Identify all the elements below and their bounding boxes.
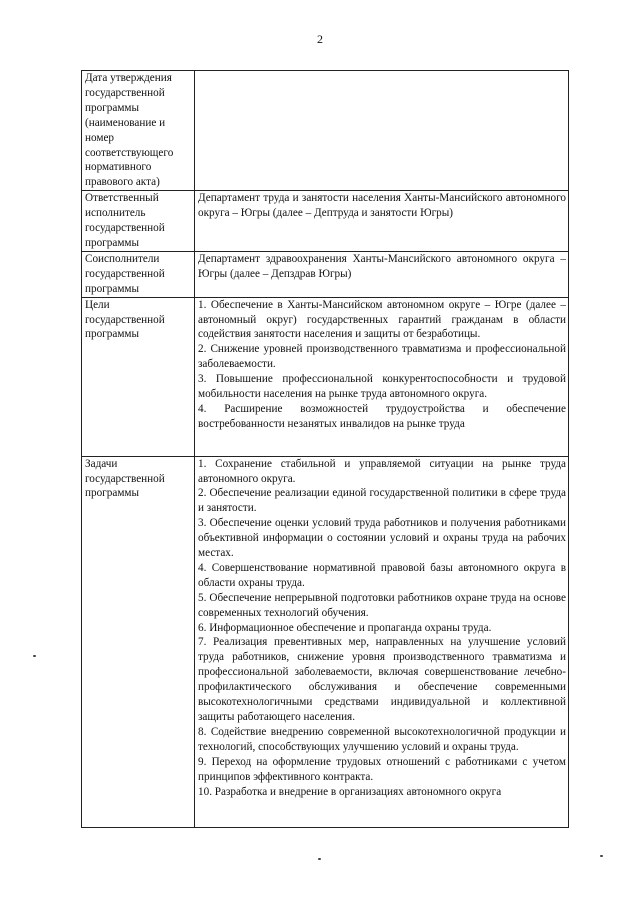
task-item: 8. Содействие внедрению современной высокотехнологичной продукции и технологий, способствующих улучшению условий и охраны труда. <box>198 725 566 753</box>
row-content <box>195 191 569 252</box>
row-content-empty <box>195 71 569 191</box>
task-item: 6. Информационное обеспечение и пропаганда охраны труда. <box>198 621 492 634</box>
program-passport-table <box>81 70 569 828</box>
row-label: Дата утверждения государственной программы (наименование и номер соответствующего нормативного правового акта) <box>82 71 195 191</box>
task-item: 7. Реализация превентивных мер, направленных на улучшение условий труда работников, снижение уровня производственного травматизма и профессиональной заболеваемости, включая совершенствование лечебно-профилактического обслуживания и обеспечение современными высокотехнологичными средствами индивидуальной и коллективной защиты работающего населения. <box>198 636 566 723</box>
row-label: Цели государственной программы <box>82 297 195 456</box>
task-item: 2. Обеспечение реализации единой государственной политики в сфере труда и занятости. <box>198 487 566 515</box>
page-number: 2 <box>317 32 323 46</box>
table-row-approval-date <box>82 71 569 191</box>
goal-item: 2. Снижение уровней производственного травматизма и профессиональной заболеваемости. <box>198 343 566 371</box>
goal-item: 4. Расширение возможностей трудоустройства и обеспечение востребованности незанятых инвалидов на рынке труда <box>198 402 566 430</box>
task-item: 10. Разработка и внедрение в организациях автономного округа <box>198 785 502 798</box>
row-label: Задачи государственной программы <box>82 456 195 827</box>
goal-item: 1. Обеспечение в Ханты-Мансийском автономном округе – Югре (далее – автономный округ) государственных гарантий гражданам в области содействия занятости населения и защиты от безработицы. <box>198 298 566 341</box>
content-paragraph: Департамент здравоохранения Ханты-Мансийского автономного округа – Югры (далее – Депздрав Югры) <box>198 252 566 280</box>
table-row-goals <box>82 297 569 456</box>
task-item: 1. Сохранение стабильной и управляемой ситуации на рынке труда автономного округа. <box>198 457 566 485</box>
row-content <box>195 297 569 456</box>
row-label: Ответственный исполнитель государственной программы <box>82 191 195 252</box>
scan-speck <box>33 655 36 657</box>
task-item: 3. Обеспечение оценки условий труда работников и получения работниками объективной информации о состоянии условий и охраны труда на рабочих местах. <box>198 517 566 560</box>
task-item: 4. Совершенствование нормативной правовой базы автономного округа в области охраны труда. <box>198 561 566 589</box>
row-content <box>195 456 569 827</box>
scan-speck <box>600 855 603 857</box>
content-paragraph: Департамент труда и занятости населения Ханты-Мансийского автономного округа – Югры (далее – Дептруда и занятости Югры) <box>198 192 566 220</box>
row-content <box>195 251 569 297</box>
goal-item: 3. Повышение профессиональной конкурентоспособности и трудовой мобильности населения на рынке труда автономного округа. <box>198 373 566 401</box>
task-item: 9. Переход на оформление трудовых отношений с работниками с учетом принципов эффективного контракта. <box>198 755 566 783</box>
table-row-responsible-executor <box>82 191 569 252</box>
task-item: 5. Обеспечение непрерывной подготовки работников охране труда на основе современных технологий обучения. <box>198 591 566 619</box>
table-row-tasks <box>82 456 569 827</box>
scan-speck <box>318 858 321 860</box>
row-label: Соисполнители государственной программы <box>82 251 195 297</box>
table-row-co-executors <box>82 251 569 297</box>
